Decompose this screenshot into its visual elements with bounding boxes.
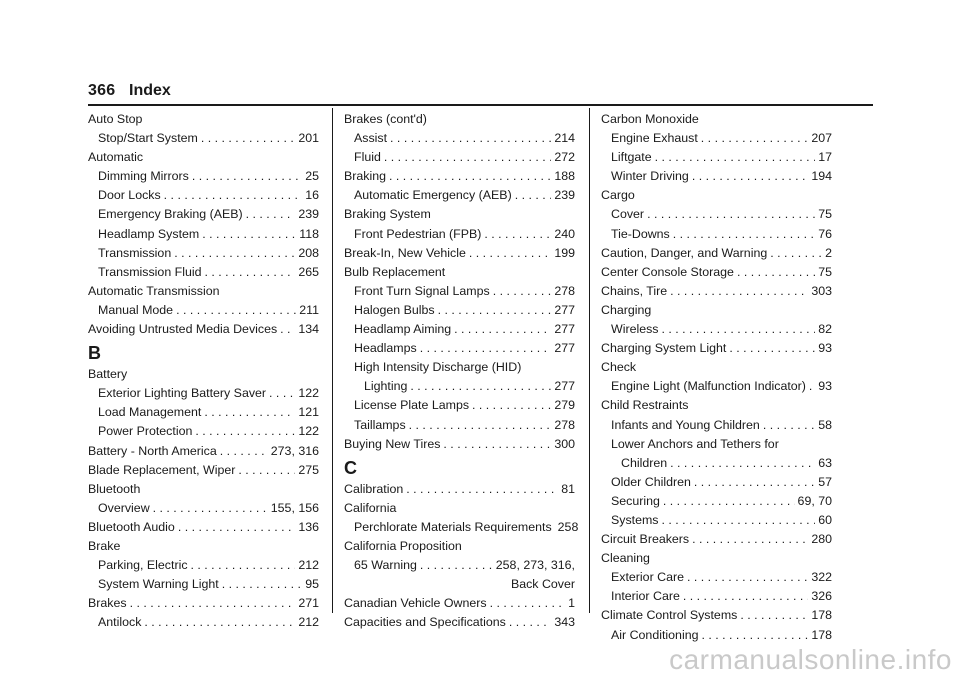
page-reference: 212 bbox=[298, 615, 319, 630]
index-column-1 bbox=[88, 110, 319, 632]
dot-leader bbox=[662, 511, 816, 530]
dot-leader bbox=[770, 244, 822, 263]
index-entry bbox=[344, 613, 575, 632]
index-entry bbox=[601, 263, 832, 282]
index-entry bbox=[601, 301, 832, 320]
index-entry bbox=[601, 358, 832, 377]
entry-text: Auto Stop bbox=[88, 112, 143, 126]
entry-text: Check bbox=[601, 360, 637, 375]
entry-text: Break-In, New Vehicle bbox=[344, 245, 466, 260]
entry-text: Dimming Mirrors bbox=[98, 169, 189, 184]
dot-leader bbox=[493, 282, 552, 301]
page-reference: 17 bbox=[818, 150, 832, 165]
index-entry bbox=[344, 358, 575, 377]
entry-text: Overview bbox=[98, 500, 150, 515]
entry-text: Infants and Young Children bbox=[611, 417, 760, 432]
page-reference: 272 bbox=[554, 150, 575, 165]
index-entry bbox=[344, 225, 575, 244]
entry-text: Headlamp System bbox=[98, 226, 200, 241]
page-reference: 208 bbox=[298, 245, 319, 260]
index-entry bbox=[88, 365, 319, 384]
dot-leader bbox=[174, 244, 295, 263]
page-number: 366 bbox=[88, 82, 116, 99]
index-entry bbox=[344, 480, 575, 499]
entry-text: Lower Anchors and Tethers for bbox=[611, 436, 779, 451]
entry-text: Parking, Electric bbox=[98, 558, 188, 573]
dot-leader bbox=[192, 167, 302, 186]
dot-leader bbox=[469, 244, 551, 263]
entry-text: Tie-Downs bbox=[611, 226, 670, 241]
index-entry bbox=[344, 110, 575, 129]
entry-text: Winter Driving bbox=[611, 169, 689, 184]
dot-leader bbox=[176, 301, 296, 320]
entry-text: Chains, Tire bbox=[601, 283, 668, 298]
page-reference: 75 bbox=[818, 207, 832, 222]
index-entry bbox=[88, 186, 319, 205]
page-reference: 58 bbox=[818, 417, 832, 432]
dot-leader bbox=[280, 320, 295, 339]
page-reference: 134 bbox=[298, 322, 319, 337]
index-entry bbox=[344, 537, 575, 556]
dot-leader bbox=[195, 422, 295, 441]
dot-leader bbox=[647, 205, 815, 224]
index-entry bbox=[344, 377, 575, 396]
page-reference: 277 bbox=[554, 341, 575, 356]
index-entry bbox=[88, 244, 319, 263]
header-rule bbox=[88, 104, 873, 106]
dot-leader bbox=[144, 613, 295, 632]
entry-text: Cleaning bbox=[601, 551, 650, 566]
dot-leader bbox=[420, 556, 493, 575]
dot-leader bbox=[737, 263, 815, 282]
index-entry bbox=[601, 492, 832, 511]
index-entry bbox=[344, 205, 575, 224]
entry-text: Engine Exhaust bbox=[611, 131, 698, 146]
index-entry bbox=[601, 129, 832, 148]
index-entry bbox=[344, 244, 575, 263]
dot-leader bbox=[472, 396, 551, 415]
entry-text: Antilock bbox=[98, 615, 142, 630]
index-entry bbox=[601, 282, 832, 301]
dot-leader bbox=[409, 416, 552, 435]
entry-text: Exterior Lighting Battery Saver bbox=[98, 386, 267, 401]
dot-leader bbox=[809, 377, 815, 396]
page-reference: 63 bbox=[818, 455, 832, 470]
page-reference: 57 bbox=[818, 474, 832, 489]
page-reference: 278 bbox=[554, 283, 575, 298]
page-reference: 136 bbox=[298, 519, 319, 534]
page-title: Index bbox=[129, 82, 171, 99]
dot-leader bbox=[384, 148, 551, 167]
dot-leader bbox=[222, 575, 302, 594]
page-reference: Back Cover bbox=[510, 577, 575, 592]
entry-text: Automatic bbox=[88, 150, 144, 165]
entry-text: Perchlorate Materials Requirements bbox=[354, 519, 552, 534]
entry-text: Systems bbox=[611, 512, 659, 527]
dot-leader bbox=[662, 320, 816, 339]
index-entry bbox=[88, 282, 319, 301]
entry-text: Cover bbox=[611, 207, 645, 222]
index-entry bbox=[88, 442, 319, 461]
page-reference: 322 bbox=[811, 570, 832, 585]
page-reference: 201 bbox=[298, 131, 319, 146]
entry-text: Engine Light (Malfunction Indicator) bbox=[611, 379, 806, 394]
dot-leader bbox=[269, 384, 295, 403]
entry-text: Power Protection bbox=[98, 424, 193, 439]
entry-text: Manual Mode bbox=[98, 302, 174, 317]
column-divider bbox=[589, 108, 590, 613]
entry-text: Blade Replacement, Wiper bbox=[88, 462, 236, 477]
index-entry bbox=[344, 301, 575, 320]
index-entry bbox=[88, 518, 319, 537]
dot-leader bbox=[454, 320, 551, 339]
page-reference: 95 bbox=[305, 577, 319, 592]
index-entry bbox=[88, 461, 319, 480]
dot-leader bbox=[178, 518, 296, 537]
dot-leader bbox=[484, 225, 551, 244]
entry-text: Front Pedestrian (FPB) bbox=[354, 226, 482, 241]
index-entry bbox=[601, 377, 832, 396]
entry-text: Bluetooth Audio bbox=[88, 519, 175, 534]
entry-text: System Warning Light bbox=[98, 577, 219, 592]
dot-leader bbox=[164, 186, 303, 205]
dot-leader bbox=[692, 530, 808, 549]
dot-leader bbox=[201, 129, 295, 148]
entry-text: Avoiding Untrusted Media Devices bbox=[88, 322, 278, 337]
index-entry bbox=[601, 511, 832, 530]
entry-text: Air Conditioning bbox=[611, 627, 699, 642]
dot-leader bbox=[673, 225, 815, 244]
index-entry bbox=[601, 530, 832, 549]
index-entry bbox=[88, 301, 319, 320]
index-entry bbox=[88, 613, 319, 632]
entry-text: Circuit Breakers bbox=[601, 532, 690, 547]
index-entry bbox=[88, 594, 319, 613]
page-reference: 122 bbox=[298, 424, 319, 439]
page-reference: 1 bbox=[568, 596, 575, 611]
index-column-2 bbox=[344, 110, 579, 632]
entry-text: Front Turn Signal Lamps bbox=[354, 283, 490, 298]
dot-leader bbox=[204, 403, 295, 422]
index-entry bbox=[344, 339, 575, 358]
dot-leader bbox=[490, 594, 566, 613]
entry-text: Exterior Care bbox=[611, 570, 684, 585]
index-entry bbox=[601, 225, 832, 244]
index-entry bbox=[344, 186, 575, 205]
index-entry bbox=[601, 148, 832, 167]
entry-text: 65 Warning bbox=[354, 558, 417, 573]
dot-leader bbox=[443, 435, 551, 454]
entry-text: Center Console Storage bbox=[601, 264, 734, 279]
dot-leader bbox=[191, 556, 296, 575]
index-entry bbox=[601, 339, 832, 358]
index-entry bbox=[344, 518, 579, 537]
entry-text: Bulb Replacement bbox=[344, 264, 446, 279]
entry-text: Climate Control Systems bbox=[601, 608, 738, 623]
page-reference: 25 bbox=[305, 169, 319, 184]
index-entry bbox=[344, 148, 575, 167]
dot-leader bbox=[420, 339, 552, 358]
index-column-3 bbox=[601, 110, 832, 645]
index-entry bbox=[88, 320, 319, 339]
dot-leader bbox=[410, 377, 551, 396]
page-reference: 214 bbox=[554, 131, 575, 146]
index-entry bbox=[344, 556, 575, 575]
entry-text: Load Management bbox=[98, 405, 202, 420]
index-entry bbox=[88, 129, 319, 148]
dot-leader bbox=[670, 454, 815, 473]
page-reference: 303 bbox=[811, 283, 832, 298]
page-reference: 258 bbox=[557, 519, 579, 534]
index-entry bbox=[88, 480, 319, 499]
dot-leader bbox=[390, 129, 551, 148]
page-reference: 240 bbox=[554, 226, 575, 241]
dot-leader bbox=[670, 282, 808, 301]
entry-text: Transmission Fluid bbox=[98, 264, 202, 279]
dot-leader bbox=[515, 186, 552, 205]
entry-text: Children bbox=[621, 455, 668, 470]
page-reference: 277 bbox=[554, 379, 575, 394]
index-entry bbox=[344, 499, 575, 518]
index-entry bbox=[88, 148, 319, 167]
entry-text: Buying New Tires bbox=[344, 436, 441, 451]
entry-text: Taillamps bbox=[354, 417, 406, 432]
page-reference: 271 bbox=[298, 596, 319, 611]
page-reference: 280 bbox=[811, 532, 832, 547]
index-entry-continuation bbox=[344, 575, 575, 594]
dot-leader bbox=[694, 473, 815, 492]
column-divider bbox=[332, 108, 333, 613]
entry-text: Headlamp Aiming bbox=[354, 322, 452, 337]
index-entry bbox=[601, 568, 832, 587]
watermark: carmanualsonline.info bbox=[669, 644, 952, 675]
index-entry bbox=[601, 606, 832, 625]
entry-text: Capacities and Specifications bbox=[344, 615, 506, 630]
entry-text: Carbon Monoxide bbox=[601, 112, 699, 126]
dot-leader bbox=[220, 442, 268, 461]
entry-text: Assist bbox=[354, 131, 388, 146]
entry-text: Caution, Danger, and Warning bbox=[601, 245, 768, 260]
index-entry bbox=[88, 167, 319, 186]
index-entry bbox=[601, 244, 832, 263]
page-reference: 277 bbox=[554, 322, 575, 337]
page-header bbox=[88, 82, 873, 106]
index-entry bbox=[601, 587, 832, 606]
dot-leader bbox=[205, 263, 296, 282]
entry-text: Stop/Start System bbox=[98, 131, 198, 146]
index-entry bbox=[601, 549, 832, 568]
index-entry bbox=[344, 594, 575, 613]
index-entry bbox=[88, 205, 319, 224]
index-entry bbox=[344, 263, 575, 282]
page-reference: 118 bbox=[299, 226, 319, 241]
entry-text: Brake bbox=[88, 538, 121, 553]
dot-leader bbox=[389, 167, 551, 186]
index-entry bbox=[88, 422, 319, 441]
dot-leader bbox=[687, 568, 808, 587]
entry-text: Wireless bbox=[611, 322, 659, 337]
dot-leader bbox=[692, 167, 809, 186]
page-reference: 273, 316 bbox=[270, 443, 319, 458]
page-reference: 258, 273, 316, bbox=[495, 558, 575, 573]
index-entry bbox=[601, 167, 832, 186]
index-entry bbox=[601, 205, 832, 224]
page-reference: 212 bbox=[298, 558, 319, 573]
page-reference: 275 bbox=[298, 462, 319, 477]
index-entry bbox=[344, 416, 575, 435]
index-entry bbox=[88, 384, 319, 403]
dot-leader bbox=[655, 148, 816, 167]
page-reference: 239 bbox=[298, 207, 319, 222]
page-reference: 278 bbox=[554, 417, 575, 432]
dot-leader bbox=[246, 205, 296, 224]
entry-text: California Proposition bbox=[344, 538, 462, 553]
dot-leader bbox=[438, 301, 552, 320]
dot-leader bbox=[238, 461, 295, 480]
entry-text: Braking bbox=[344, 169, 387, 184]
entry-text: Securing bbox=[611, 493, 660, 508]
index-entry bbox=[601, 186, 832, 205]
index-entry bbox=[601, 110, 832, 129]
dot-leader bbox=[729, 339, 815, 358]
page-reference: 178 bbox=[811, 627, 832, 642]
dot-leader bbox=[701, 626, 808, 645]
index-entry bbox=[344, 396, 575, 415]
dot-leader bbox=[130, 594, 296, 613]
entry-text: High Intensity Discharge (HID) bbox=[354, 360, 522, 375]
entry-text: Battery - North America bbox=[88, 443, 217, 458]
entry-text: Older Children bbox=[611, 474, 691, 489]
dot-leader bbox=[153, 499, 268, 518]
page-reference: 155, 156 bbox=[270, 500, 319, 515]
index-entry bbox=[601, 416, 832, 435]
index-entry bbox=[344, 129, 575, 148]
entry-text: Automatic Emergency (AEB) bbox=[354, 188, 512, 203]
index-entry bbox=[88, 263, 319, 282]
entry-text: California bbox=[344, 500, 397, 515]
page-reference: 207 bbox=[811, 131, 832, 146]
entry-text: Fluid bbox=[354, 150, 381, 165]
index-entry bbox=[88, 403, 319, 422]
page-reference: 75 bbox=[818, 264, 832, 279]
dot-leader bbox=[406, 480, 558, 499]
page-reference: 194 bbox=[811, 169, 832, 184]
section-letter: B bbox=[88, 343, 101, 364]
entry-text: Braking System bbox=[344, 207, 431, 222]
page-reference: 93 bbox=[818, 379, 832, 394]
index-entry bbox=[88, 499, 319, 518]
entry-text: Charging bbox=[601, 302, 652, 317]
entry-text: License Plate Lamps bbox=[354, 398, 470, 413]
page-reference: 265 bbox=[298, 264, 319, 279]
entry-text: Charging System Light bbox=[601, 341, 727, 356]
entry-text: Transmission bbox=[98, 245, 172, 260]
page-reference: 16 bbox=[305, 188, 319, 203]
index-entry bbox=[344, 282, 575, 301]
index-entry bbox=[601, 396, 832, 415]
page-reference: 326 bbox=[811, 589, 832, 604]
dot-leader bbox=[740, 606, 808, 625]
index-entry bbox=[344, 435, 575, 454]
dot-leader bbox=[509, 613, 551, 632]
index-entry bbox=[344, 320, 575, 339]
page-reference: 122 bbox=[298, 386, 319, 401]
page-reference: 188 bbox=[554, 169, 575, 184]
index-entry bbox=[88, 556, 319, 575]
entry-text: Brakes bbox=[88, 596, 127, 611]
page-reference: 69, 70 bbox=[797, 493, 832, 508]
entry-text: Lighting bbox=[364, 379, 408, 394]
index-entry bbox=[88, 575, 319, 594]
page-reference: 76 bbox=[818, 226, 832, 241]
dot-leader bbox=[701, 129, 809, 148]
page-reference: 279 bbox=[554, 398, 575, 413]
entry-text: Canadian Vehicle Owners bbox=[344, 596, 487, 611]
index-entry bbox=[601, 435, 832, 454]
page-reference: 60 bbox=[818, 512, 832, 527]
index-entry bbox=[88, 537, 319, 556]
page-reference: 121 bbox=[298, 405, 319, 420]
page-reference: 178 bbox=[811, 608, 832, 623]
dot-leader bbox=[683, 587, 808, 606]
page-reference: 343 bbox=[554, 615, 575, 630]
dot-leader bbox=[763, 416, 815, 435]
entry-text: Liftgate bbox=[611, 150, 652, 165]
entry-text: Child Restraints bbox=[601, 398, 689, 413]
index-entry bbox=[88, 110, 319, 129]
page-reference: 211 bbox=[299, 302, 319, 317]
page-reference: 93 bbox=[818, 341, 832, 356]
dot-leader bbox=[663, 492, 795, 511]
entry-text: Halogen Bulbs bbox=[354, 302, 435, 317]
entry-text: Emergency Braking (AEB) bbox=[98, 207, 243, 222]
section-letter: C bbox=[344, 457, 357, 478]
page-reference: 199 bbox=[554, 245, 575, 260]
page-reference: 277 bbox=[554, 302, 575, 317]
entry-text: Bluetooth bbox=[88, 481, 141, 496]
index-entry bbox=[601, 454, 832, 473]
index-entry bbox=[88, 225, 319, 244]
entry-text: Brakes (cont'd) bbox=[344, 112, 427, 126]
entry-text: Calibration bbox=[344, 481, 404, 496]
entry-text: Cargo bbox=[601, 188, 635, 203]
index-entry bbox=[601, 473, 832, 492]
page-reference: 82 bbox=[818, 322, 832, 337]
entry-text: Door Locks bbox=[98, 188, 161, 203]
index-entry bbox=[601, 320, 832, 339]
index-entry bbox=[601, 626, 832, 645]
page-reference: 300 bbox=[554, 436, 575, 451]
page-reference: 2 bbox=[825, 245, 832, 260]
index-entry bbox=[344, 167, 575, 186]
entry-text: Automatic Transmission bbox=[88, 283, 220, 298]
entry-text: Headlamps bbox=[354, 341, 417, 356]
entry-text: Interior Care bbox=[611, 589, 680, 604]
dot-leader bbox=[202, 225, 296, 244]
entry-text: Battery bbox=[88, 367, 128, 382]
page-reference: 239 bbox=[554, 188, 575, 203]
page-reference: 81 bbox=[561, 481, 575, 496]
